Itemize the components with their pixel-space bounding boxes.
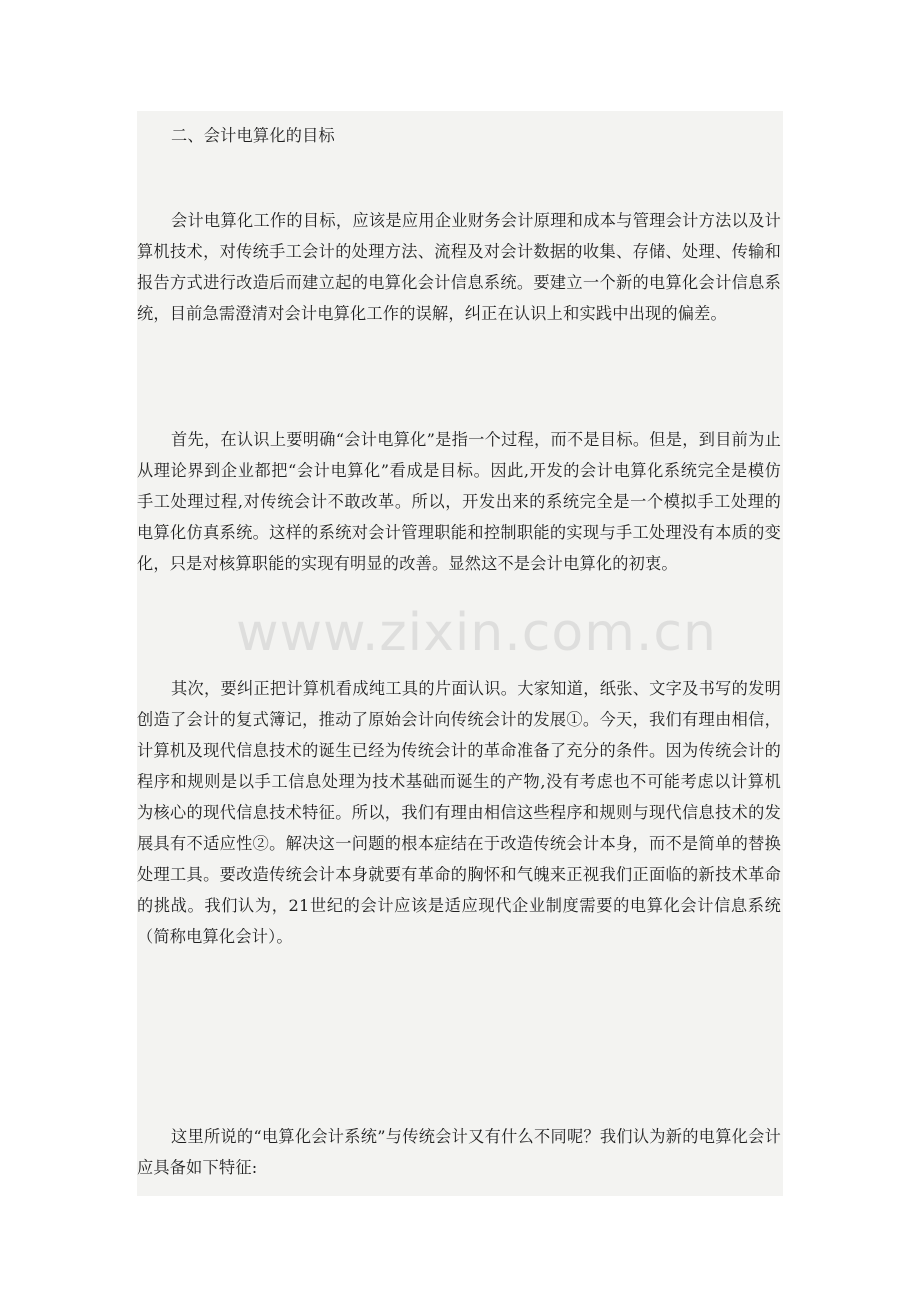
section-heading: 二、会计电算化的目标 <box>171 126 335 145</box>
paragraph-first: 首先，在认识上要明确“会计电算化”是指一个过程，而不是目标。但是，到目前为止从理论界到企业都把“会计电算化”看成是目标。因此,开发的会计电算化系统完全是模仿手工处理过程,对传统会计不敢改革。所以，开发出来的系统完全是一个模拟手工处理的电算化仿真系统。这样的系统对会计管理职能和控制职能的实现与手工处理没有本质的变化，只是对核算职能的实现有明显的改善。显然这不是会计电算化的初衷。 <box>137 430 781 573</box>
paragraph-second: 其次，要纠正把计算机看成纯工具的片面认识。大家知道，纸张、文字及书写的发明创造了会计的复式簿记，推动了原始会计向传统会计的发展①。今天，我们有理由相信，计算机及现代信息技术的诞生已经为传统会计的革命准备了充分的条件。因为传统会计的程序和规则是以手工信息处理为技术基础而诞生的产物,没有考虑也不可能考虑以计算机为核心的现代信息技术特征。所以，我们有理由相信这些程序和规则与现代信息技术的发展具有不适应性②。解决这一问题的根本症结在于改造传统会计本身，而不是简单的替换处理工具。要改造传统会计本身就要有革命的胸怀和气魄来正视我们正面临的新技术革命的挑战。我们认为，21世纪的会计应该是适应现代企业制度需要的电算化会计信息系统（简称电算化会计）。 <box>137 679 781 946</box>
watermark-text: www.zixin.com.cn <box>236 603 717 663</box>
paragraph-third: 这里所说的“电算化会计系统”与传统会计又有什么不同呢？我们认为新的电算化会计应具备如下特征: <box>137 1127 781 1177</box>
paragraph-goal: 会计电算化工作的目标，应该是应用企业财务会计原理和成本与管理会计方法以及计算机技术，对传统手工会计的处理方法、流程及对会计数据的收集、存储、处理、传输和报告方式进行改造后而建立起的电算化会计信息系统。要建立一个新的电算化会计信息系统，目前急需澄清对会计电算化工作的误解，纠正在认识上和实践中出现的偏差。 <box>137 211 781 323</box>
document-page <box>137 111 783 1196</box>
